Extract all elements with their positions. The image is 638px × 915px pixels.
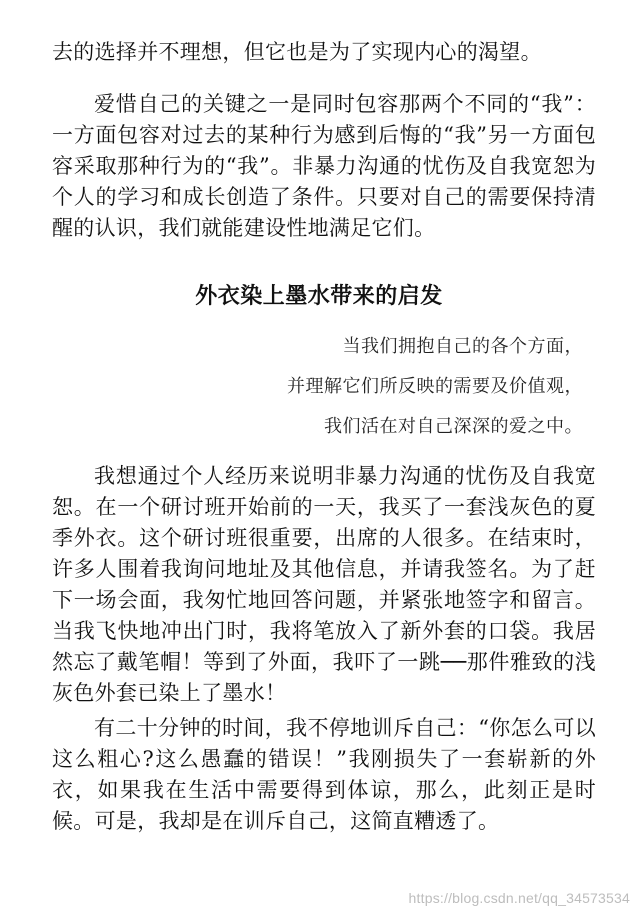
watermark-url: https://blog.csdn.net/qq_34573534 [408, 890, 630, 906]
paragraph-continuation: 去的选择并不理想，但它也是为了实现内心的渴望。 [52, 40, 542, 64]
epigraph-line: 我们活在对自己深深的爱之中。 [324, 416, 583, 437]
paragraph-self-scolding: 有二十分钟的时间，我不停地训斥自己：“你怎么可以这么粗心?这么愚蠢的错误！”我刚损失了一套崭新的外衣，如果我在生活中需要得到体谅，那么，此刻正是时候。可是，我却是在训斥自己，这简直糟透了。 [52, 716, 596, 833]
epigraph-line: 并理解它们所反映的需要及价值观， [287, 376, 583, 397]
epigraph-line: 当我们拥抱自己的各个方面， [342, 336, 583, 357]
epigraph [83, 327, 583, 447]
paragraph-self-compassion: 爱惜自己的关键之一是同时包容那两个不同的“我”：一方面包容对过去的某种行为感到后悔的“我”另一方面包容采取那种行为的“我”。非暴力沟通的忧伤及自我宽恕为个人的学习和成长创造了条件。只要对自己的需要保持清醒的认识，我们就能建设性地满足它们。 [52, 92, 596, 240]
section-heading: 外衣染上墨水带来的启发 [195, 283, 443, 309]
paragraph-personal-story: 我想通过个人经历来说明非暴力沟通的忧伤及自我宽恕。在一个研讨班开始前的一天，我买了一套浅灰色的夏季外衣。这个研讨班很重要，出席的人很多。在结束时，许多人围着我询问地址及其他信息，并请我签名。为了赶下一场会面，我匆忙地回答问题，并紧张地签字和留言。当我飞快地冲出门时，我将笔放入了新外套的口袋。我居然忘了戴笔帽！等到了外面，我吓了一跳──那件雅致的浅灰色外套已染上了墨水！ [52, 464, 596, 705]
